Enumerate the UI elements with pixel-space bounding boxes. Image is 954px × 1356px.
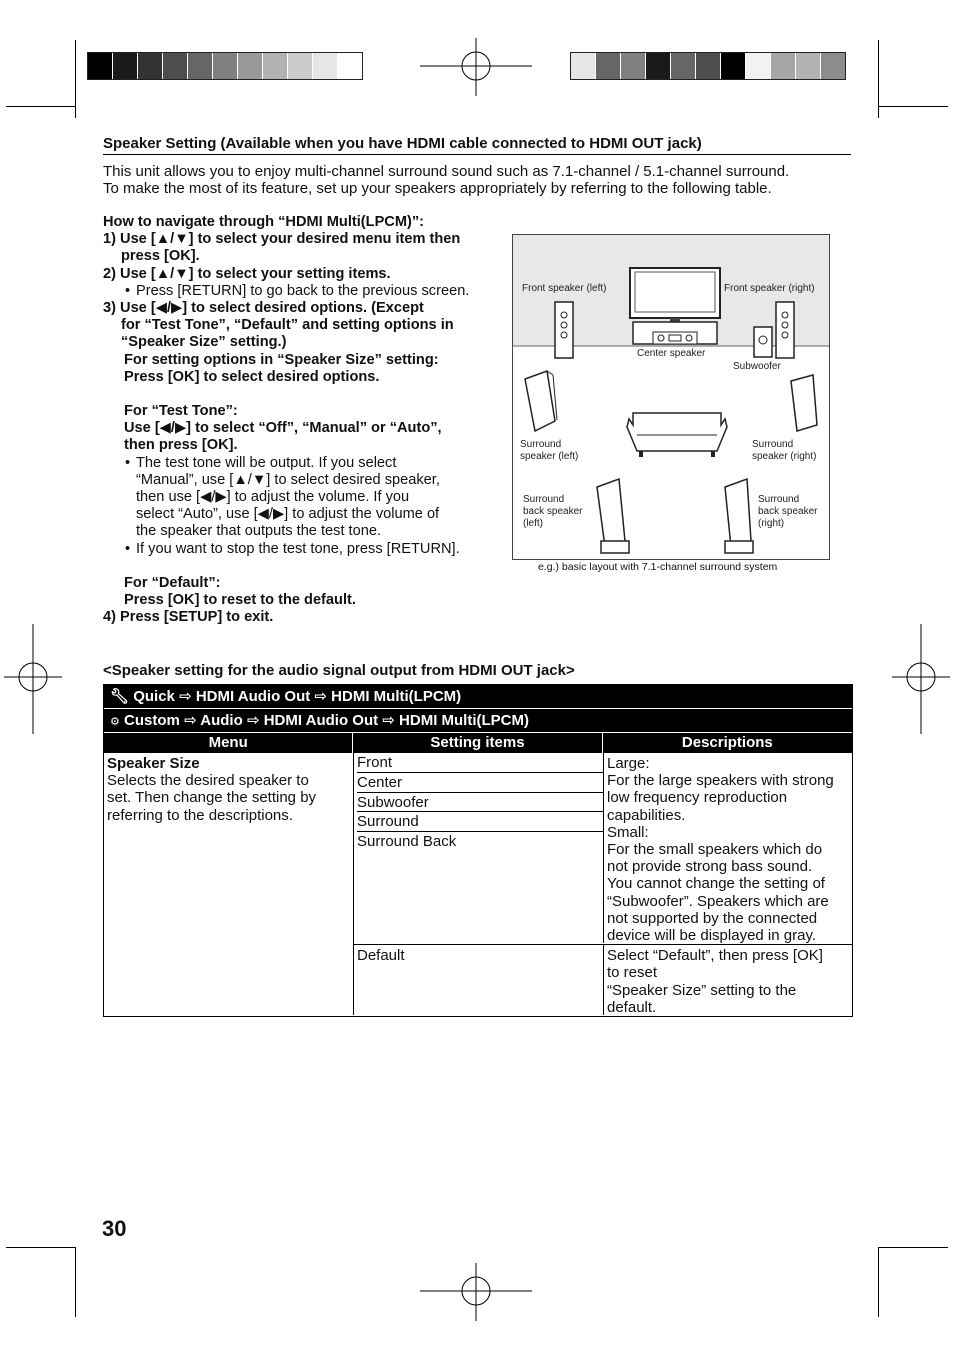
nav-step-3-cont: “Speaker Size” setting.) xyxy=(121,334,287,351)
color-swatch xyxy=(138,53,163,79)
intro-text xyxy=(103,163,853,197)
crop-mark xyxy=(6,1247,76,1248)
test-tone-bullet-cont: select “Auto”, use [◀/▶] to adjust the volume of xyxy=(136,506,440,523)
table-row xyxy=(354,945,852,1016)
setting-items-cell xyxy=(354,753,604,943)
color-swatch xyxy=(313,53,338,79)
description-cell: Select “Default”, then press [OK] to reset “Speaker Size” setting to the default. xyxy=(607,947,823,1016)
nav-step-2: 2) Use [▲/▼] to select your setting items. xyxy=(103,265,391,282)
setting-item: Center xyxy=(357,773,603,793)
menu-path-quick: 🔧︎ Quick ⇨ HDMI Audio Out ⇨ HDMI Multi(LPCM) xyxy=(104,685,852,709)
surround-right-speaker-icon xyxy=(791,375,817,431)
sofa-icon xyxy=(627,413,727,457)
surround-back-left-speaker-icon xyxy=(597,479,629,553)
crop-mark xyxy=(878,1247,879,1317)
color-swatch xyxy=(338,53,362,79)
subwoofer-icon xyxy=(754,327,772,357)
test-tone-bullet-cont: “Manual”, use [▲/▼] to select desired speaker, xyxy=(136,471,440,488)
speaker-layout-diagram xyxy=(512,234,830,560)
test-tone-text: Use [◀/▶] to select “Off”, “Manual” or “Auto”, xyxy=(124,420,442,437)
label-surround-right: Surround speaker (right) xyxy=(752,439,817,462)
setting-item: Surround Back xyxy=(357,833,457,851)
header-menu: Menu xyxy=(208,734,248,751)
crop-mark xyxy=(6,106,76,107)
registration-mark-icon xyxy=(420,38,532,96)
color-swatch xyxy=(188,53,213,79)
setting-items-cell xyxy=(354,945,604,1015)
crop-mark xyxy=(878,1247,948,1248)
color-swatch xyxy=(746,53,771,79)
nav-step-1: 1) Use [▲/▼] to select your desired menu item then xyxy=(103,231,461,248)
color-swatch xyxy=(113,53,138,79)
menu-title: Speaker Size xyxy=(107,755,200,772)
front-left-speaker-icon xyxy=(555,302,573,358)
front-right-speaker-icon xyxy=(776,302,794,358)
custom-settings-icon: ⚙ xyxy=(110,716,120,728)
color-swatch xyxy=(213,53,238,79)
color-swatch xyxy=(696,53,721,79)
color-swatch xyxy=(238,53,263,79)
test-tone-bullet: • If you want to stop the test tone, press [RETURN]. xyxy=(125,540,460,557)
nav-step-1-cont: press [OK]. xyxy=(121,248,200,265)
color-swatch xyxy=(621,53,646,79)
label-front-right: Front speaker (right) xyxy=(724,283,815,294)
color-swatch xyxy=(571,53,596,79)
test-tone-bullet: • The test tone will be output. If you select xyxy=(125,454,397,471)
table-title: <Speaker setting for the audio signal output from HDMI OUT jack> xyxy=(103,662,575,679)
color-swatch xyxy=(596,53,621,79)
center-speaker-icon xyxy=(633,322,717,344)
nav-step-3-cont: for “Test Tone”, “Default” and setting options in xyxy=(121,317,454,334)
surround-left-speaker-icon xyxy=(525,371,557,431)
crop-mark xyxy=(75,1247,76,1317)
header-setting-items: Setting items xyxy=(352,733,601,753)
color-swatch xyxy=(671,53,696,79)
setting-item: Front xyxy=(357,753,603,773)
tv-icon xyxy=(630,268,720,322)
table-row xyxy=(354,753,852,945)
color-swatch xyxy=(796,53,821,79)
setting-item: Subwoofer xyxy=(357,793,603,813)
color-bar-left xyxy=(87,52,363,80)
page-number: 30 xyxy=(102,1216,127,1241)
test-tone-bullet-cont: then use [◀/▶] to adjust the volume. If you xyxy=(136,489,410,506)
nav-step-2-bullet: • Press [RETURN] to go back to the previous screen. xyxy=(125,282,470,299)
table-header xyxy=(104,733,852,753)
label-center: Center speaker xyxy=(637,348,706,359)
color-swatch xyxy=(263,53,288,79)
nav-step-3-cont: For setting options in “Speaker Size” setting: xyxy=(124,351,439,368)
color-swatch xyxy=(646,53,671,79)
label-back-right: Surround back speaker (right) xyxy=(758,494,818,529)
crop-mark xyxy=(878,106,948,107)
nav-step-4: 4) Press [SETUP] to exit. xyxy=(103,609,274,626)
registration-mark-icon xyxy=(892,624,950,734)
label-subwoofer: Subwoofer xyxy=(733,361,781,372)
nav-step-3-cont: Press [OK] to select desired options. xyxy=(124,368,380,385)
surround-back-right-speaker-icon xyxy=(725,479,753,553)
menu-cell: Speaker Size Selects the desired speaker to set. Then change the setting by referring to the descriptions. xyxy=(104,753,354,1015)
intro-line: To make the most of its feature, set up your speakers appropriately by referring to the following table. xyxy=(103,180,772,197)
setting-item: Default xyxy=(357,947,405,965)
color-bar-right xyxy=(570,52,846,80)
default-text: Press [OK] to reset to the default. xyxy=(124,592,356,609)
setting-item: Surround xyxy=(357,812,603,832)
color-swatch xyxy=(821,53,845,79)
wrench-icon: 🔧︎ xyxy=(110,688,130,705)
nav-heading: How to navigate through “HDMI Multi(LPCM)”: xyxy=(103,214,425,230)
color-swatch xyxy=(771,53,796,79)
menu-path-custom: ⚙ Custom ⇨ Audio ⇨ HDMI Audio Out ⇨ HDMI Multi(LPCM) xyxy=(104,709,852,733)
diagram-caption: e.g.) basic layout with 7.1-channel surround system xyxy=(538,561,778,573)
table-body xyxy=(104,753,852,1016)
nav-step-3: 3) Use [◀/▶] to select desired options. (Except xyxy=(103,300,424,317)
color-swatch xyxy=(163,53,188,79)
test-tone-text: then press [OK]. xyxy=(124,437,238,454)
label-surround-left: Surround speaker (left) xyxy=(520,439,579,462)
settings-table xyxy=(103,684,853,1017)
header-descriptions: Descriptions xyxy=(602,733,852,753)
navigation-instructions xyxy=(103,214,503,626)
color-swatch xyxy=(721,53,746,79)
default-title: For “Default”: xyxy=(124,574,221,591)
color-swatch xyxy=(288,53,313,79)
intro-line: This unit allows you to enjoy multi-channel surround sound such as 7.1-channel / 5.1-channel surround. xyxy=(103,163,790,180)
test-tone-bullet-cont: the speaker that outputs the test tone. xyxy=(136,523,382,540)
label-front-left: Front speaker (left) xyxy=(522,283,607,294)
color-swatch xyxy=(88,53,113,79)
registration-mark-icon xyxy=(4,624,62,734)
registration-mark-icon xyxy=(420,1263,532,1321)
description-cell: Large: For the large speakers with strong low frequency reproduction capabilities. Small: For the small speakers which do not provide strong bass sound. You cannot change the setting of “Subwoofer”. Speakers which are not supported by the connected device will be displayed in gray. xyxy=(607,755,834,945)
label-back-left: Surround back speaker (left) xyxy=(523,494,583,529)
section-title: Speaker Setting (Available when you have HDMI cable connected to HDMI OUT jack) xyxy=(103,135,851,155)
test-tone-title: For “Test Tone”: xyxy=(124,403,238,420)
